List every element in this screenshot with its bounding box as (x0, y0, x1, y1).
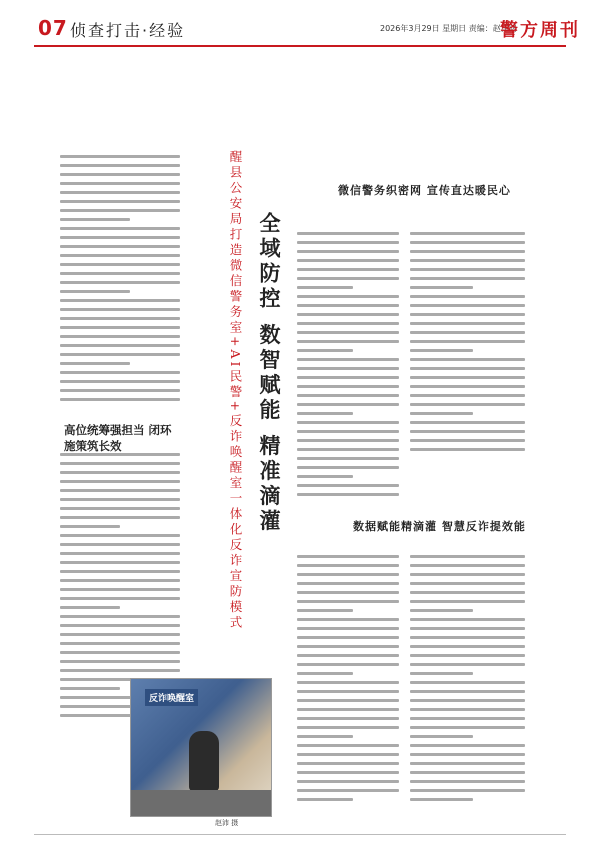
body-text-line (410, 744, 525, 747)
body-text-line (60, 200, 180, 203)
body-text-line (297, 457, 399, 460)
body-text-line (297, 636, 399, 639)
body-text-line (60, 489, 180, 492)
body-text-line (60, 290, 130, 293)
body-text-line (60, 326, 180, 329)
body-text-line (410, 636, 525, 639)
body-text-line (60, 227, 180, 230)
body-text-line (297, 250, 399, 253)
body-text-line (60, 534, 180, 537)
body-text-line (410, 331, 525, 334)
body-text-line (410, 340, 525, 343)
body-text-line (297, 259, 399, 262)
body-text-line (410, 573, 525, 576)
body-text-line (297, 591, 399, 594)
body-text-line (60, 398, 180, 401)
photo-banner: 反诈唤醒室 (145, 689, 198, 706)
body-text-line (297, 331, 399, 334)
body-text-line (297, 555, 399, 558)
body-text-line (297, 708, 399, 711)
body-text-line (297, 322, 399, 325)
body-text-line (297, 349, 353, 352)
body-text-line (60, 543, 180, 546)
photo-desk (131, 790, 271, 816)
body-text-line (410, 717, 525, 720)
body-text-line (297, 340, 399, 343)
body-text-line (297, 582, 399, 585)
body-text-line (297, 385, 399, 388)
body-text-line (60, 660, 180, 663)
body-text-line (60, 606, 120, 609)
subhead-left: 高位统筹强担当 闭环施策筑长效 (64, 423, 172, 453)
body-text-line (297, 573, 399, 576)
body-text-line (410, 654, 525, 657)
body-text-line (60, 344, 180, 347)
article-title: 全域防控 数智赋能 精准滴灌 (257, 212, 282, 535)
body-text-line (410, 367, 525, 370)
body-text-line (60, 624, 180, 627)
body-text-line (410, 618, 525, 621)
body-text-line (60, 561, 180, 564)
body-text-line (297, 493, 399, 496)
body-text-line (410, 421, 525, 424)
body-text-line (297, 448, 399, 451)
body-text-line (410, 555, 525, 558)
subhead-mid: 数据赋能精滴灌 智慧反诈提效能 (353, 520, 526, 533)
body-text-line (410, 241, 525, 244)
body-text-line (60, 281, 180, 284)
body-text-line (60, 353, 180, 356)
body-text-line (410, 591, 525, 594)
body-text-line (297, 699, 399, 702)
body-text-line (410, 259, 525, 262)
body-text-line (297, 735, 353, 738)
body-text-line (410, 403, 525, 406)
article-deck: 醒县公安局打造微信警务室+AI民警+反诈唤醒室一体化反诈宣防模式 (228, 150, 243, 631)
body-text-line (410, 699, 525, 702)
body-text-line (297, 277, 399, 280)
body-text-line (297, 412, 353, 415)
body-text-line (297, 672, 353, 675)
body-text-line (60, 389, 180, 392)
body-text-line (297, 600, 399, 603)
body-text-line (297, 798, 353, 801)
body-text-line (60, 263, 180, 266)
body-text-line (60, 254, 180, 257)
body-text-line (410, 295, 525, 298)
body-text-line (410, 268, 525, 271)
body-text-line (60, 471, 180, 474)
body-text-line (410, 394, 525, 397)
body-text-line (60, 380, 180, 383)
body-text-line (410, 439, 525, 442)
body-text-line (297, 681, 399, 684)
body-text-line (410, 349, 473, 352)
body-text-line (60, 191, 180, 194)
body-text-line (410, 313, 525, 316)
bottom-rule (34, 834, 566, 835)
body-text-line (297, 780, 399, 783)
body-text-line (60, 552, 180, 555)
body-text-line (410, 681, 525, 684)
body-text-line (297, 484, 399, 487)
body-text-line (60, 164, 180, 167)
body-text-line (60, 317, 180, 320)
body-text-line (60, 579, 180, 582)
body-text-line (297, 241, 399, 244)
body-text-line (410, 609, 473, 612)
body-text-line (60, 570, 180, 573)
body-text-line (297, 376, 399, 379)
body-text-line (60, 588, 180, 591)
body-text-line (297, 753, 399, 756)
body-text-line (60, 642, 180, 645)
body-text-line (410, 600, 525, 603)
body-text-line (60, 615, 180, 618)
body-text-line (60, 687, 120, 690)
body-text-line (410, 798, 473, 801)
body-text-line (410, 708, 525, 711)
body-text-line (60, 371, 180, 374)
subhead-top: 微信警务织密网 宣传直达暖民心 (338, 184, 511, 197)
section-title: 侦查打击·经验 (70, 21, 186, 40)
body-text-line (297, 609, 353, 612)
body-text-line (410, 771, 525, 774)
body-text-line (297, 762, 399, 765)
body-text-line (60, 633, 180, 636)
body-text-line (410, 277, 525, 280)
body-text-line (60, 182, 180, 185)
body-text-line (297, 466, 399, 469)
body-text-line (410, 564, 525, 567)
body-text-line (60, 507, 180, 510)
body-text-line (60, 480, 180, 483)
body-text-line (60, 245, 180, 248)
body-column-right-top (410, 232, 528, 457)
body-text-line (297, 358, 399, 361)
body-text-line (297, 430, 399, 433)
body-text-line (410, 672, 473, 675)
body-text-line (297, 627, 399, 630)
body-text-line (60, 335, 180, 338)
photo-byline: 赵沛 摄 (215, 819, 239, 827)
body-text-line (410, 789, 525, 792)
body-text-line (297, 286, 353, 289)
body-text-line (297, 744, 399, 747)
body-text-line (410, 663, 525, 666)
body-text-line (60, 516, 180, 519)
body-text-line (410, 690, 525, 693)
body-text-line (60, 462, 180, 465)
body-text-line (410, 322, 525, 325)
body-text-line (60, 498, 180, 501)
body-text-line (60, 525, 120, 528)
body-text-line (297, 726, 399, 729)
body-text-line (60, 209, 180, 212)
body-text-line (60, 669, 180, 672)
body-text-line (297, 564, 399, 567)
body-text-line (60, 218, 130, 221)
body-text-line (297, 618, 399, 621)
body-text-line (297, 654, 399, 657)
body-text-line (60, 308, 180, 311)
body-text-line (297, 295, 399, 298)
body-text-line (297, 475, 353, 478)
body-text-line (410, 412, 473, 415)
body-text-line (410, 645, 525, 648)
page-number: 07 (38, 16, 68, 40)
body-text-line (410, 376, 525, 379)
news-photo (130, 678, 272, 817)
body-text-line (60, 299, 180, 302)
body-text-line (410, 358, 525, 361)
body-text-line (297, 690, 399, 693)
body-text-line (410, 726, 525, 729)
body-text-line (60, 597, 180, 600)
body-column-mid-bottom (297, 555, 402, 807)
body-text-line (60, 173, 180, 176)
body-text-line (297, 663, 399, 666)
body-text-line (410, 735, 473, 738)
body-column-right-bottom (410, 555, 528, 807)
body-text-line (60, 236, 180, 239)
brand-logo: 警方周刊 (500, 20, 580, 41)
body-text-line (60, 155, 180, 158)
body-text-line (297, 394, 399, 397)
body-text-line (297, 421, 399, 424)
body-text-line (297, 304, 399, 307)
body-text-line (60, 651, 180, 654)
body-text-line (60, 272, 180, 275)
body-text-line (60, 362, 130, 365)
top-rule (34, 45, 566, 47)
body-text-line (410, 430, 525, 433)
body-text-line (297, 771, 399, 774)
body-text-line (410, 762, 525, 765)
body-text-line (410, 304, 525, 307)
body-text-line (410, 250, 525, 253)
body-text-line (297, 403, 399, 406)
body-column-mid-top (297, 232, 402, 502)
date-line: 2026年3月29日 星期日 责编：赵泽鸿 (380, 24, 517, 33)
body-text-line (410, 385, 525, 388)
body-text-line (410, 753, 525, 756)
body-text-line (297, 439, 399, 442)
body-text-line (410, 627, 525, 630)
body-text-line (297, 232, 399, 235)
masthead (0, 0, 600, 46)
photo-person (189, 731, 219, 791)
body-text-line (297, 367, 399, 370)
body-text-line (410, 582, 525, 585)
body-text-line (410, 232, 525, 235)
body-text-line (297, 268, 399, 271)
body-text-line (297, 313, 399, 316)
body-text-line (297, 645, 399, 648)
body-text-line (297, 789, 399, 792)
body-text-line (410, 286, 473, 289)
body-text-line (410, 780, 525, 783)
body-text-line (297, 717, 399, 720)
body-text-line (410, 448, 525, 451)
